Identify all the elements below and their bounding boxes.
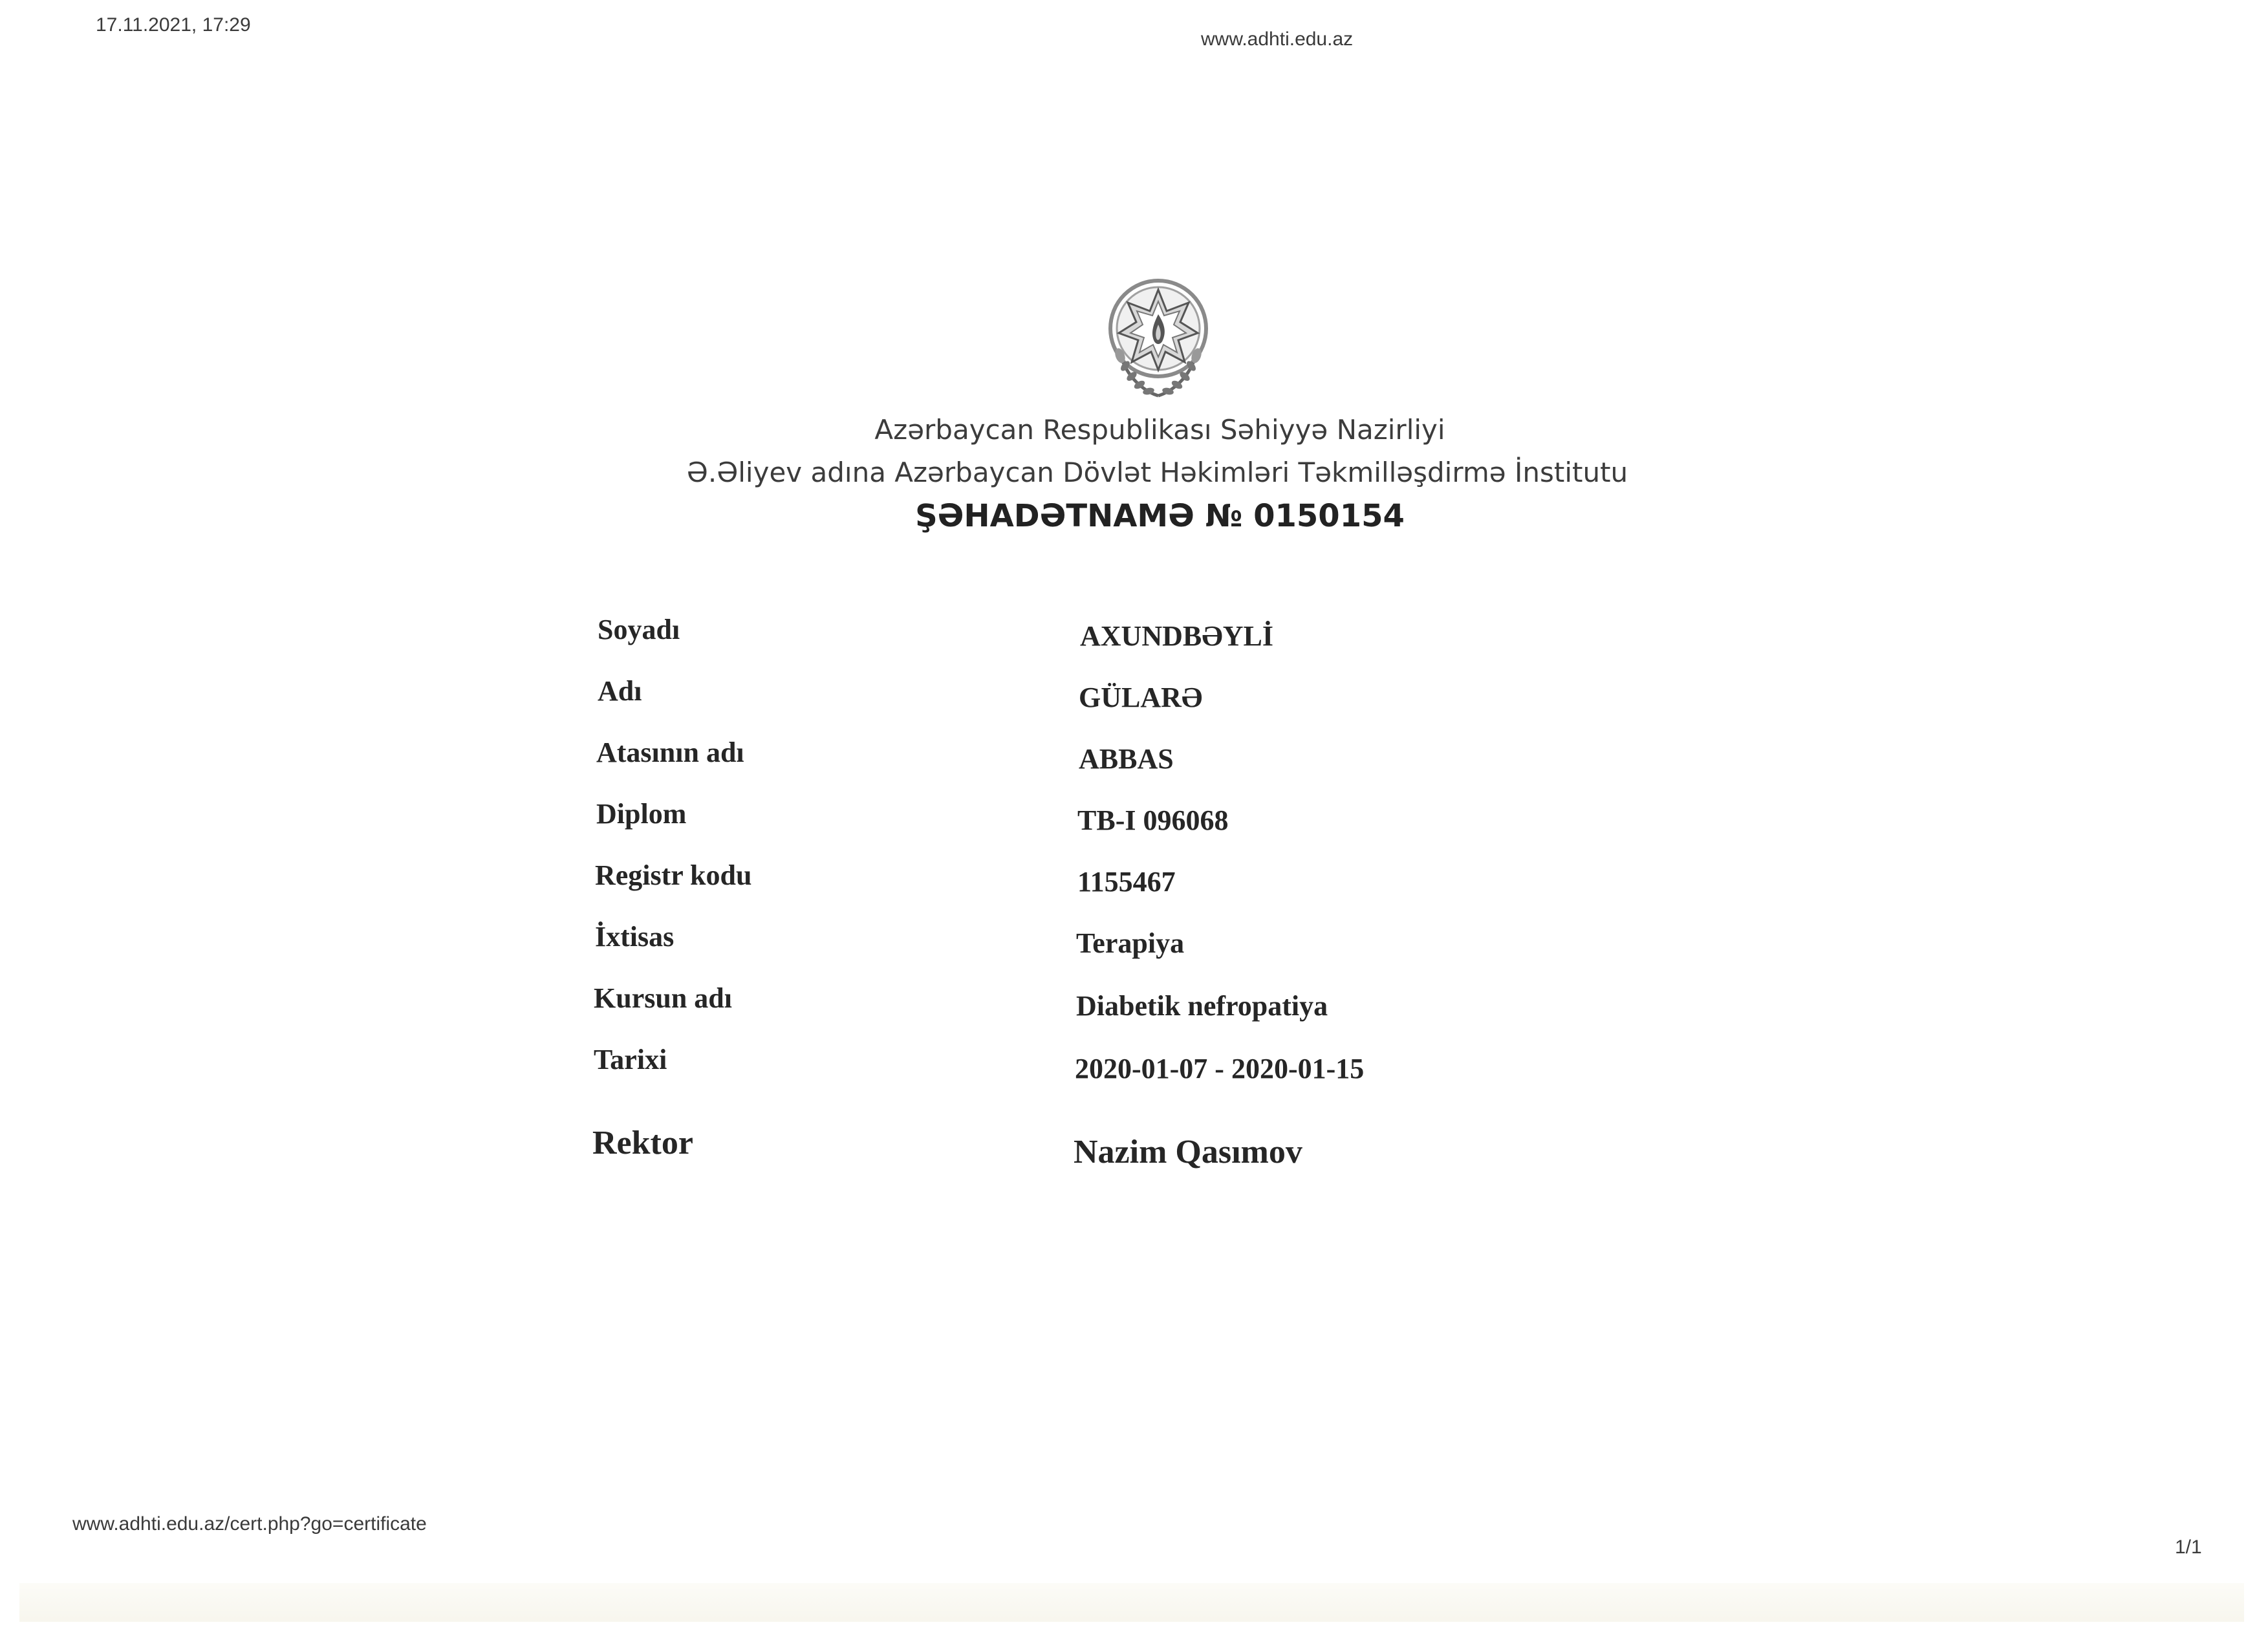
field-value-diploma: TB-I 096068 bbox=[1077, 804, 1229, 836]
field-value-patronymic: ABBAS bbox=[1079, 743, 1174, 775]
field-value-register-code: 1155467 bbox=[1077, 866, 1176, 898]
field-value-course-name: Diabetik nefropatiya bbox=[1076, 990, 1328, 1022]
azerbaijan-state-emblem-icon bbox=[1101, 275, 1216, 405]
field-label-diploma: Diplom bbox=[596, 798, 687, 830]
field-label-patronymic: Atasının adı bbox=[596, 737, 744, 768]
print-page-number: 1/1 bbox=[2175, 1536, 2202, 1558]
print-footer-url: www.adhti.edu.az/cert.php?go=certificate bbox=[72, 1513, 427, 1535]
field-value-date: 2020-01-07 - 2020-01-15 bbox=[1075, 1053, 1365, 1084]
scan-edge bbox=[19, 1583, 2244, 1622]
certificate-number: ŞƏHADƏTNAMƏ № 0150154 bbox=[915, 498, 1405, 534]
rector-label: Rektor bbox=[592, 1125, 693, 1161]
field-label-surname: Soyadı bbox=[598, 614, 680, 645]
field-label-course-name: Kursun adı bbox=[594, 982, 732, 1014]
field-value-surname: AXUNDBƏYLİ bbox=[1080, 620, 1273, 652]
field-label-register-code: Registr kodu bbox=[595, 859, 752, 891]
field-label-date: Tarixi bbox=[594, 1044, 667, 1075]
field-value-specialty: Terapiya bbox=[1076, 927, 1185, 959]
print-site: www.adhti.edu.az bbox=[1201, 28, 1354, 50]
field-label-name: Adı bbox=[598, 675, 642, 707]
field-label-specialty: İxtisas bbox=[595, 921, 675, 953]
print-datetime: 17.11.2021, 17:29 bbox=[96, 14, 251, 36]
rector-name: Nazim Qasımov bbox=[1074, 1134, 1302, 1170]
ministry-title: Azərbaycan Respublikası Səhiyyə Nazirliyi bbox=[874, 414, 1445, 446]
institute-title: Ə.Əliyev adına Azərbaycan Dövlət Həkimləri Təkmilləşdirmə İnstitutu bbox=[686, 457, 1628, 488]
field-value-name: GÜLARƏ bbox=[1079, 682, 1203, 713]
